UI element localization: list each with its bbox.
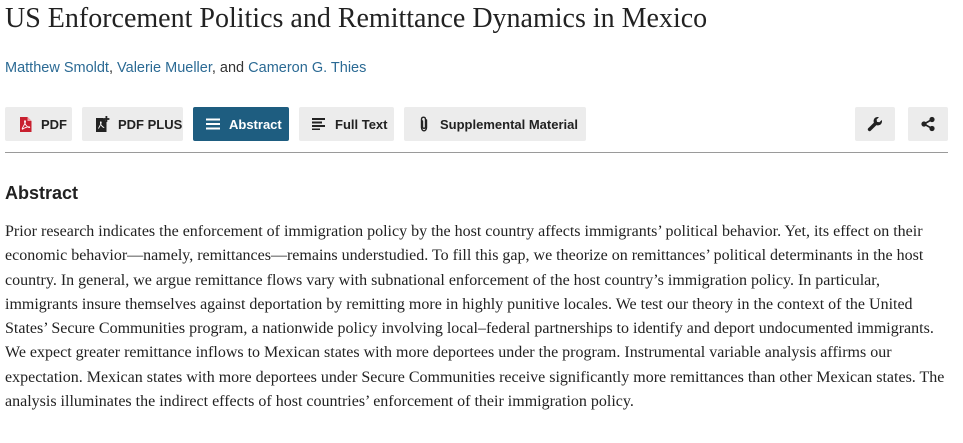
- article-title: US Enforcement Politics and Remittance Dynamics in Mexico: [5, 3, 708, 34]
- author-link[interactable]: Valerie Mueller: [117, 60, 212, 76]
- section-divider: [5, 152, 948, 153]
- author-list: [5, 59, 366, 77]
- pdf-plus-button[interactable]: [82, 107, 183, 141]
- article-toolbar: [5, 107, 948, 141]
- pdf-button[interactable]: [5, 107, 72, 141]
- abstract-heading: Abstract: [5, 183, 79, 203]
- abstract-tab-label: Abstract: [229, 116, 282, 132]
- pdf-icon: [17, 116, 33, 132]
- list-icon: [205, 116, 221, 132]
- share-icon: [920, 116, 936, 132]
- supplemental-material-button[interactable]: [404, 107, 586, 141]
- text-lines-icon: [311, 116, 327, 132]
- author-separator: ,: [108, 60, 118, 76]
- full-text-button[interactable]: [299, 107, 394, 141]
- wrench-icon: [867, 116, 883, 132]
- paperclip-icon: [416, 116, 432, 132]
- pdf-label: PDF: [41, 116, 67, 132]
- full-text-label: Full Text: [335, 116, 388, 132]
- abstract-tab[interactable]: [193, 107, 289, 141]
- pdf-plus-icon: [94, 116, 110, 132]
- supplemental-label: Supplemental Material: [440, 116, 578, 132]
- tools-button[interactable]: [855, 107, 895, 141]
- pdf-plus-label: PDF PLUS: [118, 116, 183, 132]
- share-button[interactable]: [908, 107, 948, 141]
- abstract-text: Prior research indicates the enforcement of immigration policy by the host country affects immigrants’ political behavior. Yet, its effect on their economic behavior—namely, remittances—remains understudied. To fill this gap, we theorize on remittances’ political determinants in the host country. In general, we argue remittance flows vary with subnational enforcement of the host country’s immigration policy. In particular, immigrants insure themselves against deportation by remitting more in highly punitive locales. We test our theory in the context of the United States’ Secure Communities program, a nationwide policy involving local–federal partnerships to identify and deport undocumented immigrants. We expect greater remittance inflows to Mexican states with more deportees under the program. Instrumental variable analysis affirms our expectation. Mexican states with more deportees under Secure Communities receive significantly more remittances than other Mexican states. The analysis illuminates the indirect effects of host countries’ enforcement of their immigration policy.: [5, 223, 945, 411]
- author-separator: , and: [211, 60, 249, 76]
- author-link[interactable]: Matthew Smoldt: [5, 60, 109, 76]
- author-link[interactable]: Cameron G. Thies: [248, 60, 367, 76]
